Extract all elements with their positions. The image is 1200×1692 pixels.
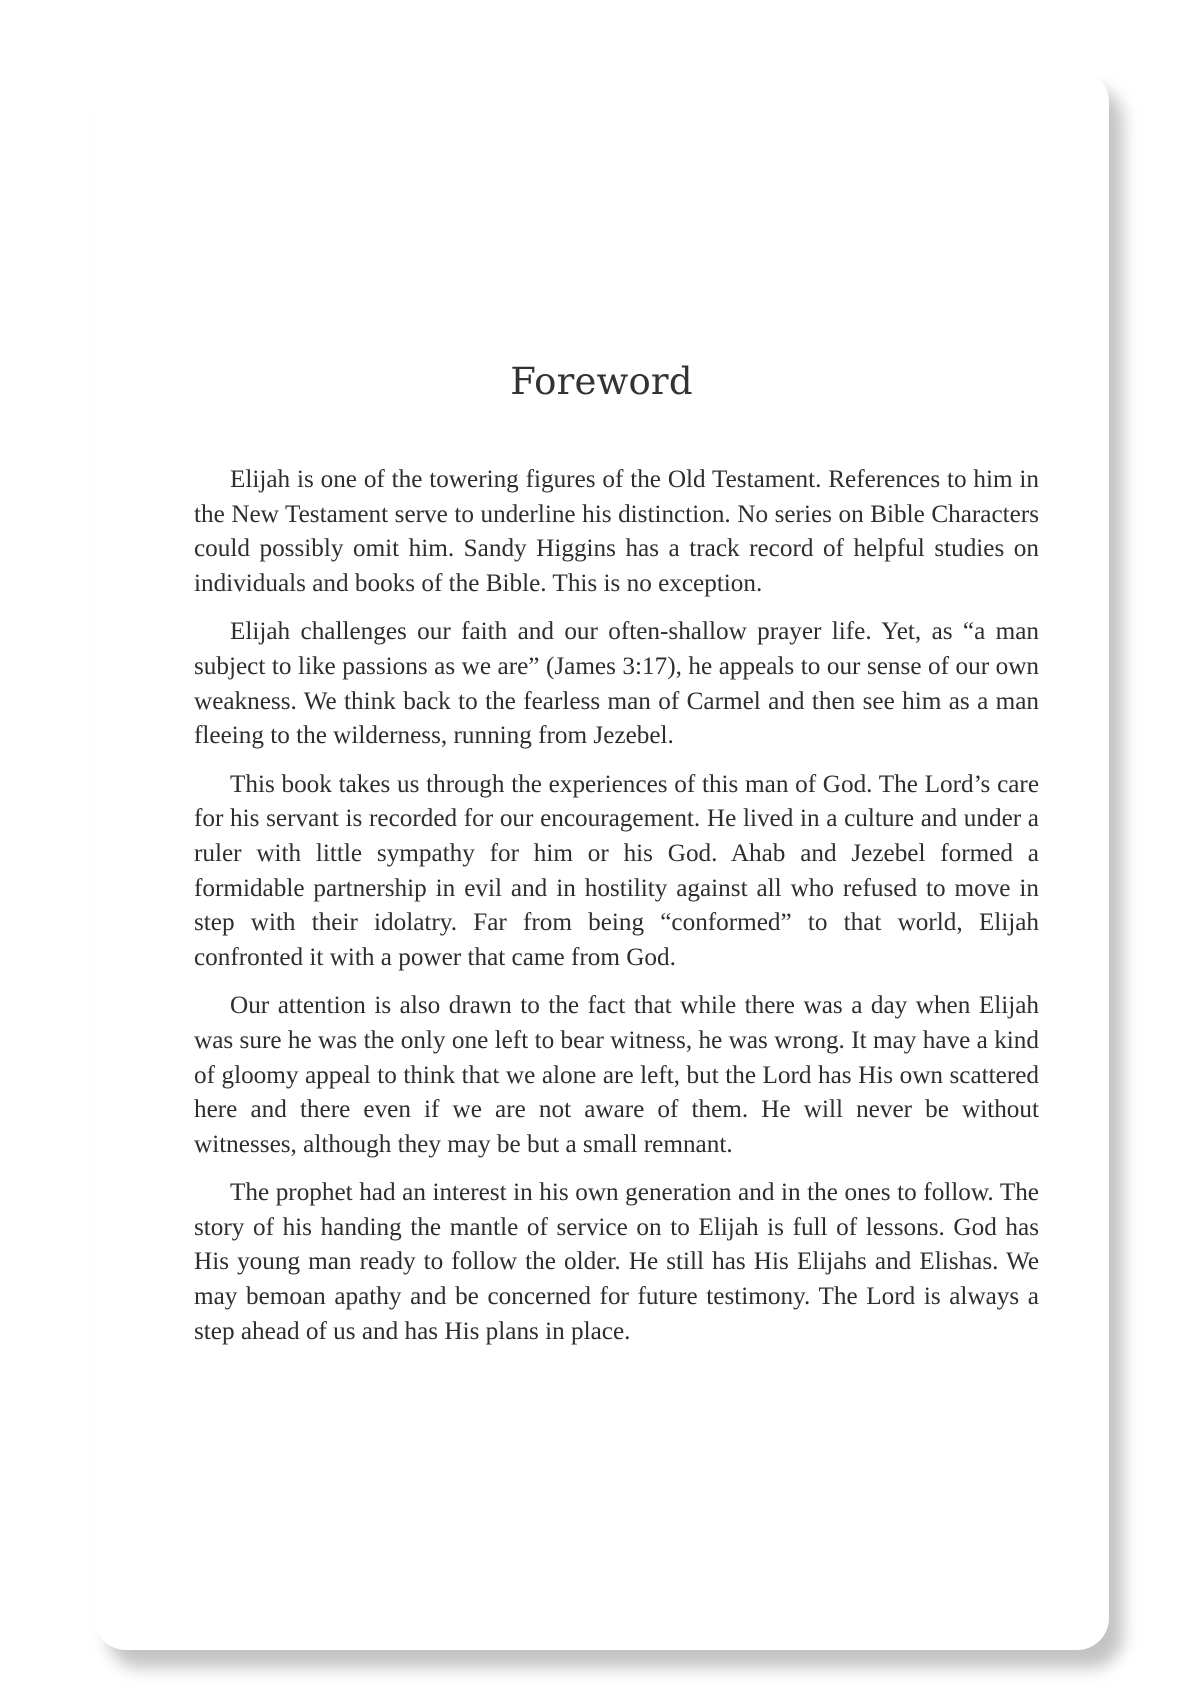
paragraph-4: Our attention is also drawn to the fact that while there was a day when Elijah was sure he was the only one left to bear witness, he was wrong. It may have a kind of gloomy appeal to think that we alone are left, but the Lord has His own scattered here and there even if we are not aware of them. He will never be without witnesses, although they may be but a small remnant. [194,992,1039,1158]
foreword-body [194,463,1039,1363]
page-title: Foreword [510,360,693,403]
paragraph-3: This book takes us through the experiences of this man of God. The Lord’s care for his servant is recorded for our encouragement. He lived in a culture and under a ruler with little sympathy for him or his God. Ahab and Jezebel formed a formidable partnership in evil and in hostility against all who refused to move in step with their idolatry. Far from being “conformed” to that world, Elijah confronted it with a power that came from God. [194,770,1039,971]
paragraph-2: Elijah challenges our faith and our often-shallow prayer life. Yet, as “a man subject to like passions as we are” (James 3:17), he appeals to our sense of our own weakness. We think back to the fearless man of Carmel and then see him as a man fleeing to the wilderness, running from Jezebel. [194,618,1039,750]
paragraph-5: The prophet had an interest in his own generation and in the ones to follow. The story of his handing the mantle of service on to Elijah is full of lessons. God has His young man ready to follow the older. He still has His Elijahs and Elishas. We may bemoan apathy and be concerned for future testimony. The Lord is always a step ahead of us and has His plans in place. [194,1179,1039,1345]
document-page [94,70,1109,1650]
paragraph-1: Elijah is one of the towering figures of the Old Testament. References to him in the New Testament serve to underline his distinction. No series on Bible Characters could possibly omit him. Sandy Higgins has a track record of helpful studies on individuals and books of the Bible. This is no exception. [194,466,1039,597]
